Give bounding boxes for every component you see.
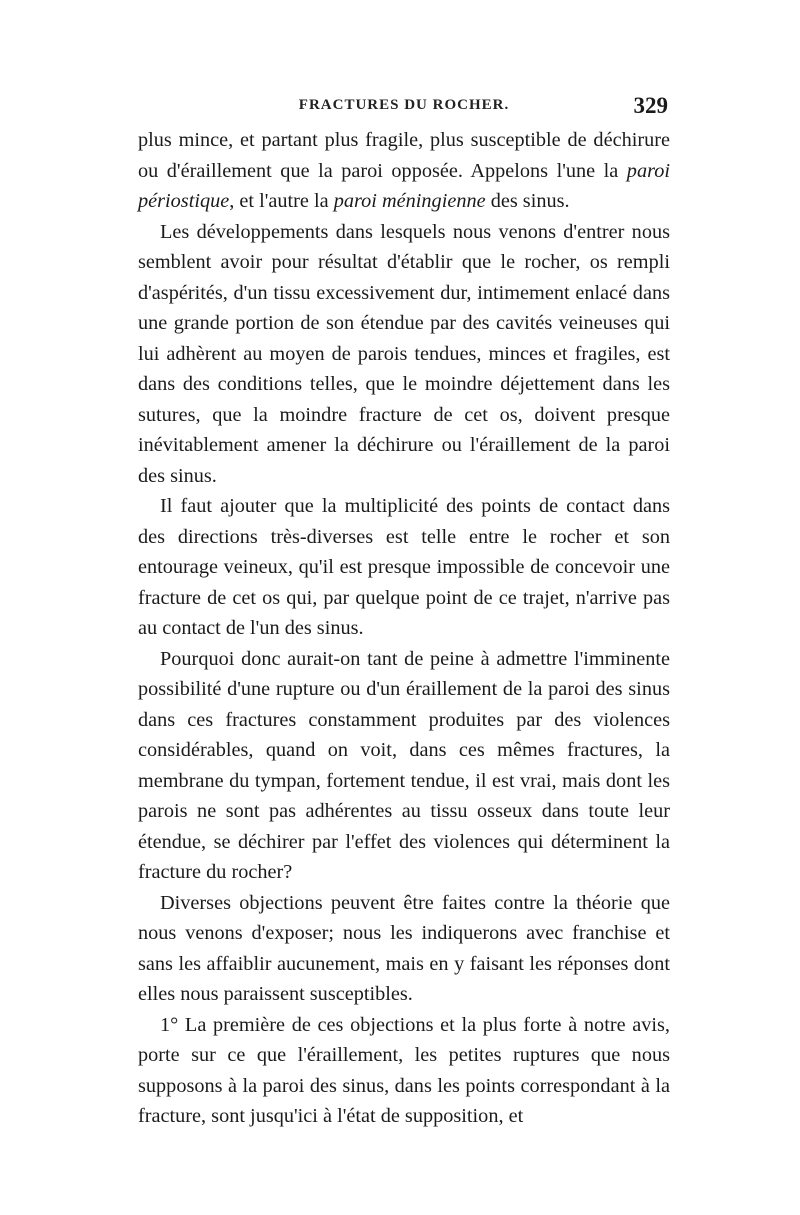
paragraph-1-text-b: , et l'autre la <box>229 190 334 212</box>
term-paroi-meningienne: paroi méningienne <box>333 190 486 212</box>
paragraph-4: Pourquoi donc aurait-on tant de peine à admettre l'imminente possibilité d'une rupture ou d'un éraillement de la paroi des sinus dans ces fractures constamment produites par des violences considérables, quand on voit, dans ces mêmes fractures, la membrane du tympan, fortement tendue, il est vrai, mais dont les parois ne sont pas adhérentes au tissu osseux dans toute leur étendue, se déchirer par l'effet des violences qui déterminent la fracture du rocher? <box>138 647 670 883</box>
paragraph-3: Il faut ajouter que la multiplicité des points de contact dans des directions très-diverses est telle entre le rocher et son entourage veineux, qu'il est presque impossible de concevoir une fracture de cet os qui, par quelque point de ce trajet, n'arrive pas au contact de l'un des sinus. <box>138 495 670 639</box>
paragraph-1 <box>138 125 670 217</box>
paragraph-5: Diverses objections peuvent être faites contre la théorie que nous venons d'exposer; nous les indiquerons avec franchise et sans les affaiblir aucunement, mais en y faisant les réponses dont elles nous paraissent susceptibles. <box>138 891 670 1005</box>
paragraph-1-text-a: plus mince, et partant plus fragile, plus susceptible de déchirure ou d'éraillement que la paroi opposée. Appelons l'une la <box>138 129 670 182</box>
running-head <box>138 93 670 123</box>
page-number: 329 <box>633 93 668 118</box>
paragraph-6: 1° La première de ces objections et la plus forte à notre avis, porte sur ce que l'éraillement, les petites ruptures que nous supposons à la paroi des sinus, dans les points correspondant à la fracture, sont jusqu'ici à l'état de supposition, et <box>138 1013 670 1127</box>
term-paroi-periostique: paroi périostique <box>138 159 670 212</box>
paragraph-2: Les développements dans lesquels nous venons d'entrer nous semblent avoir pour résultat d'établir que le rocher, os rempli d'aspérités, d'un tissu excessivement dur, intimement enlacé dans une grande portion de son étendue par des cavités veineuses qui lui adhèrent au moyen de parois tendues, minces et fragiles, est dans des conditions telles, que le moindre déjettement dans les sutures, que la moindre fracture de cet os, doivent presque inévitablement amener la déchirure ou l'éraillement de la paroi des sinus. <box>138 220 670 487</box>
body-text <box>138 125 670 1132</box>
paragraph-1-text-c: des sinus. <box>485 190 570 212</box>
running-title: FRACTURES DU ROCHER. <box>298 97 510 113</box>
